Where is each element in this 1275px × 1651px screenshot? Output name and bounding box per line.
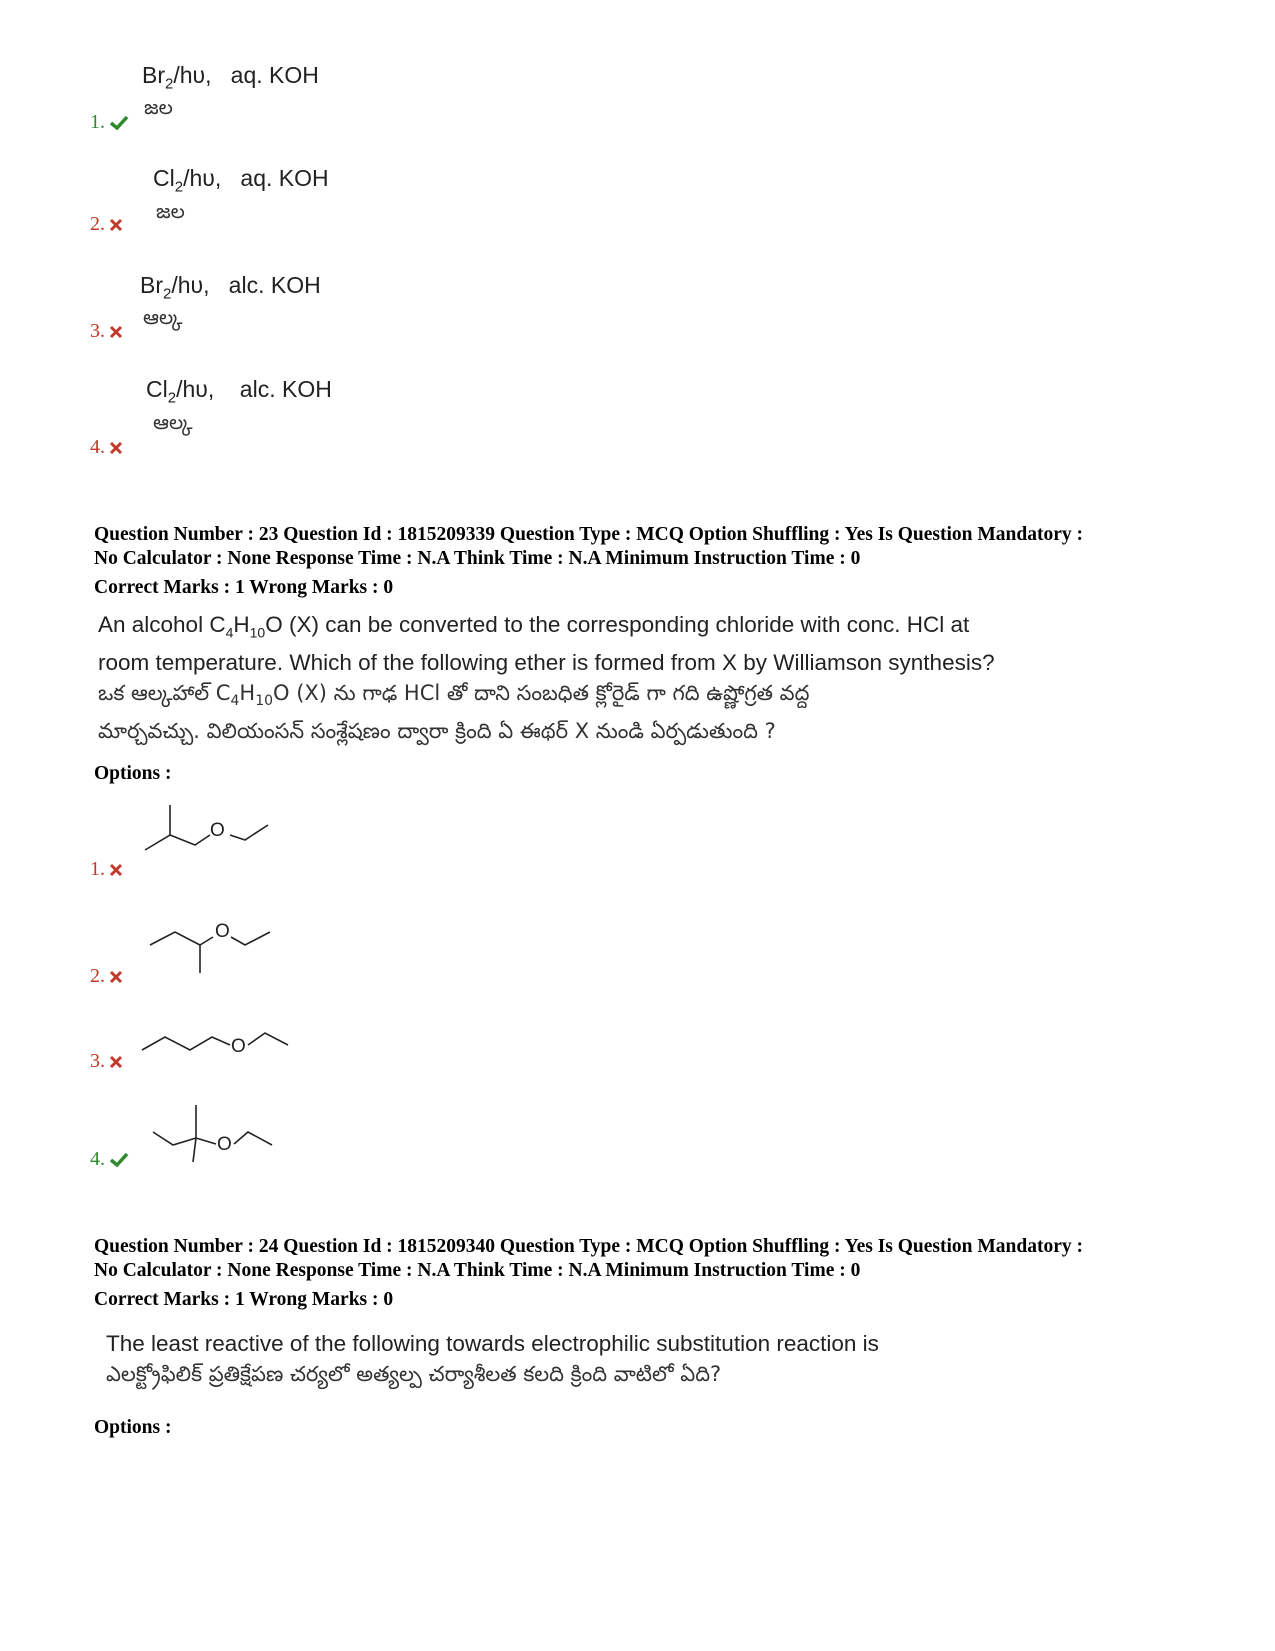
option-reagents: $Cl_2/h\upsilon$, aq. KOH [153,165,329,196]
option-number: 4. [90,436,123,459]
options-label: Options : [94,1417,172,1438]
oxygen-atom: O [231,1036,246,1057]
option-number: 4. [90,1148,129,1171]
option-telugu: ఆల్క [143,305,183,329]
option-number: 3. [90,320,123,343]
meta-line-2: No Calculator : None Response Time : N.A Think Time : N.A Minimum Instruction Time : 0 [94,1260,861,1281]
meta-line-1: Question Number : 23 Question Id : 1815209339 Question Type : MCQ Option Shuffling : Yes Is Question Mandatory : [94,524,1083,545]
cross-icon [109,325,123,339]
structure-option-2 [145,915,285,980]
question-marks: Correct Marks : 1 Wrong Marks : 0 [94,577,394,598]
check-icon [109,115,129,131]
question-english-line-1: The least reactive of the following towards electrophilic substitution reaction is [106,1331,879,1356]
question-english-line-1: An alcohol $C_4H_{10}O$ (X) can be converted to the corresponding chloride with conc. HCl at [98,612,970,641]
question-telugu-line-2: మార్చవచ్చు. విలియంసన్ సంశ్లేషణం ద్వారా క్రింది ఏ ఈథర్ X నుండి ఏర్పడుతుంది ? [98,718,776,743]
option-reagents: $Br_2/h\upsilon$, alc. KOH [140,272,321,303]
question-telugu-line-1: ఒక ఆల్కహాల్ $C_4H_{10}O$ (X) ను గాఢ HCl తో దాని సంబధిత క్లోరైడ్ గా గది ఉష్ణోగ్రత వద్ద [98,680,810,709]
option-reagents: $Br_2/h\upsilon$, aq. KOH [142,62,319,93]
option-number: 3. [90,1050,123,1073]
cross-icon [109,1055,123,1069]
option-number: 2. [90,965,123,988]
meta-line-1: Question Number : 24 Question Id : 1815209340 Question Type : MCQ Option Shuffling : Yes Is Question Mandatory : [94,1236,1083,1257]
structure-option-3 [140,1025,300,1065]
structure-option-4 [148,1100,288,1170]
question-text [106,1329,1186,1389]
option-telugu: జల [144,95,173,119]
cross-icon [109,863,123,877]
option-number: 2. [90,213,123,236]
question-meta [94,523,1214,571]
check-icon [109,1152,129,1168]
cross-icon [109,970,123,984]
option-number: 1. [90,111,129,134]
question-english-line-2: room temperature. Which of the following ether is formed from X by Williamson synthesis? [98,649,995,675]
oxygen-atom: O [210,820,225,841]
option-number: 1. [90,858,123,881]
oxygen-atom: O [215,921,230,942]
cross-icon [109,218,123,232]
option-telugu: ఆల్క [153,410,193,434]
question-text [98,610,1178,746]
question-telugu-line-1: ఎలక్ట్రోఫిలిక్ ప్రతిక్షేపణ చర్యలో అత్యల్ప చర్యాశీలత కలది క్రింది వాటిలో ఏది? [106,1362,722,1386]
oxygen-atom: O [217,1134,232,1155]
meta-line-2: No Calculator : None Response Time : N.A Think Time : N.A Minimum Instruction Time : 0 [94,548,861,569]
option-reagents: $Cl_2/h\upsilon$, alc. KOH [146,376,332,407]
structure-option-1 [140,800,280,860]
option-telugu: జల [156,199,185,223]
cross-icon [109,441,123,455]
question-meta [94,1235,1214,1283]
question-marks: Correct Marks : 1 Wrong Marks : 0 [94,1289,394,1310]
options-label: Options : [94,763,172,784]
